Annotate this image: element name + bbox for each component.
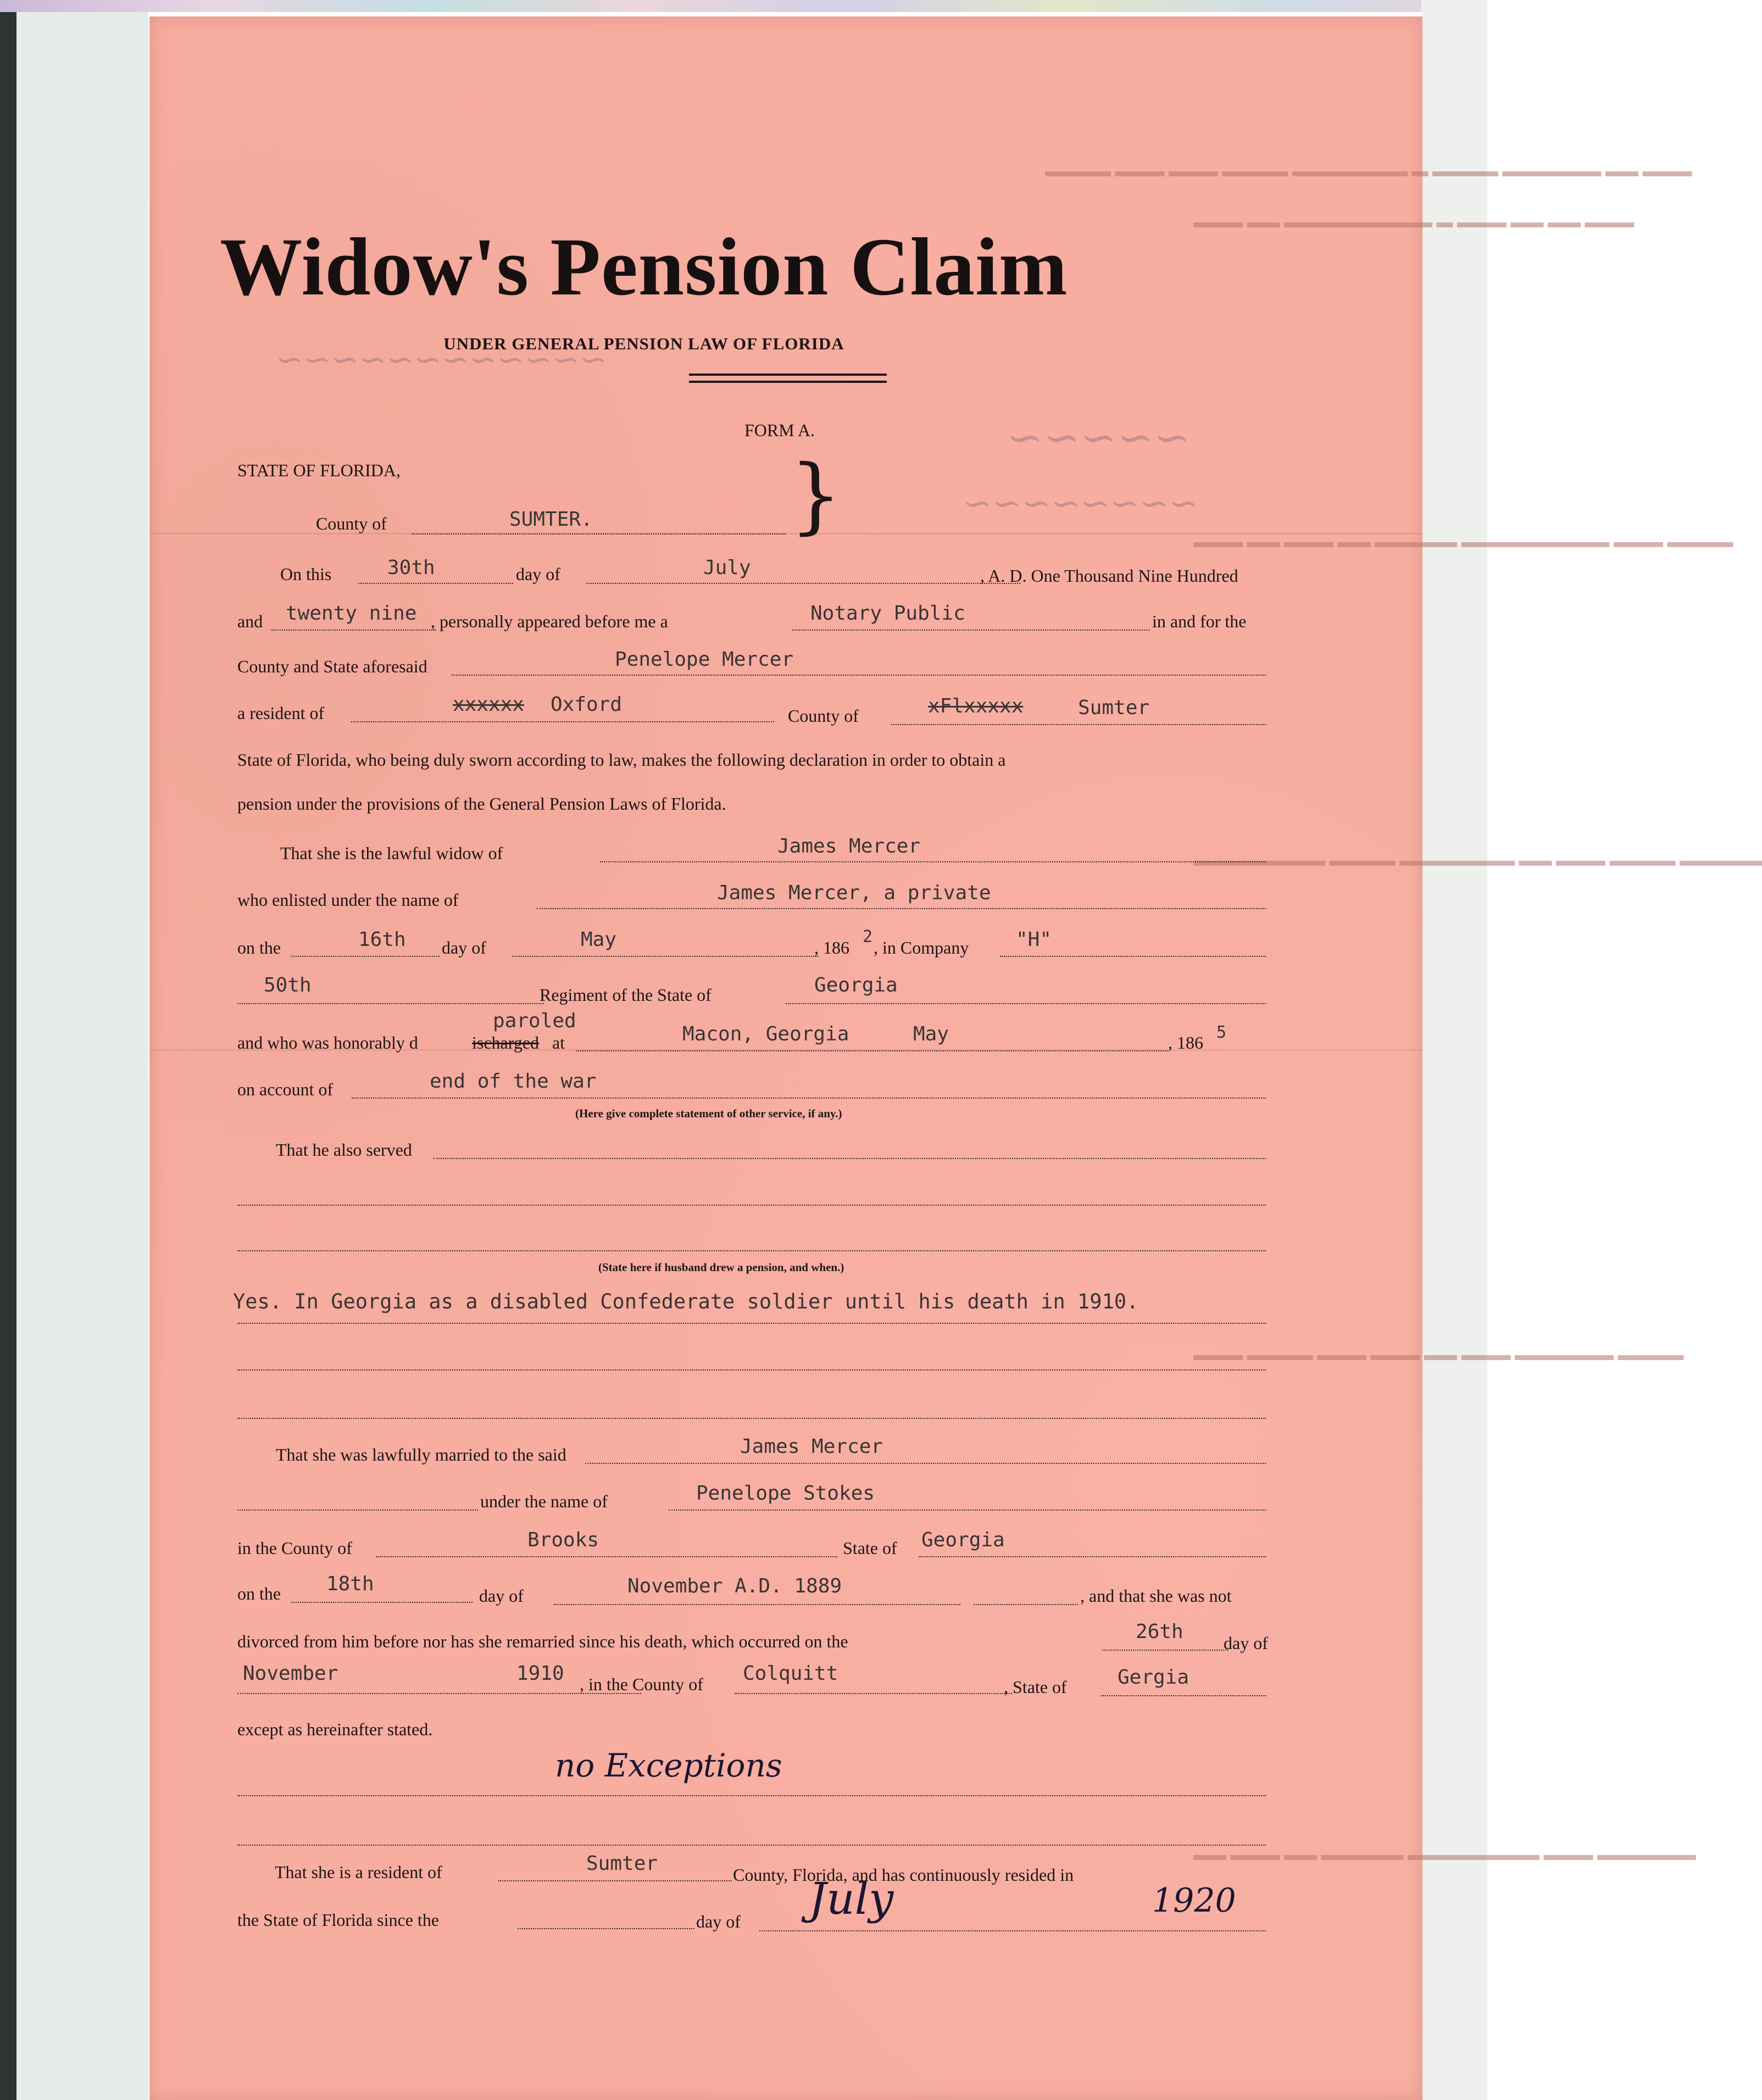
state-of-label: State of (843, 1538, 897, 1558)
death-day-of-label: day of (1224, 1633, 1268, 1653)
except-line: except as hereinafter stated. (237, 1719, 433, 1739)
on-this-label: On this (280, 564, 332, 584)
and-label: and (237, 611, 263, 631)
in-and-for-label: in and for the (1152, 611, 1247, 631)
bleed-through-signature: ∼∼∼∼∼ (1007, 412, 1191, 463)
scanner-backdrop-right (1421, 0, 1487, 2100)
scanner-edge-left (0, 0, 16, 2100)
resident-city: Oxford (551, 693, 622, 716)
florida-county: Sumter (586, 1852, 658, 1875)
husband-fill-line (600, 836, 1266, 862)
on-account-label: on account of (237, 1079, 333, 1099)
death-county: Colquitt (743, 1662, 838, 1685)
exceptions-fill-line (237, 1770, 1266, 1796)
county-fill-line (412, 508, 786, 534)
date-month-value: July (703, 556, 751, 579)
declaration-line-2: pension under the provisions of the General Pension Laws of Florida. (237, 794, 726, 814)
death-county-label: , in the County of (580, 1674, 703, 1694)
enlist-month: May (581, 928, 617, 951)
pension-note: (State here if husband drew a pension, and when.) (598, 1261, 844, 1274)
brace-mark: } (790, 448, 842, 543)
form-subtitle: UNDER GENERAL PENSION LAW OF FLORIDA (443, 334, 844, 353)
name-of-label: under the name of (480, 1491, 608, 1511)
married-husband-fill-line (585, 1438, 1266, 1464)
pension-answer-line (237, 1297, 1266, 1324)
widow-of-label: That she is the lawful widow of (280, 843, 503, 863)
enlist-year-digit: 2 (863, 927, 873, 946)
enlist-day: 16th (358, 928, 406, 951)
exceptions-fill-line-2 (237, 1819, 1266, 1846)
death-day: 26th (1136, 1620, 1183, 1643)
marriage-state: Georgia (921, 1529, 1005, 1551)
pension-answer: Yes. In Georgia as a disabled Confederate soldier until his death in 1910. (233, 1290, 1139, 1313)
regiment-state: Georgia (814, 974, 898, 996)
marriage-county: Brooks (527, 1529, 599, 1551)
husband-name: James Mercer (777, 835, 921, 857)
month-fill-line (586, 558, 1020, 584)
form-title: Widow's Pension Claim (220, 221, 1068, 313)
married-husband: James Mercer (740, 1435, 883, 1458)
since-year-handwritten: 1920 (1152, 1881, 1236, 1920)
pension-fill-line-3 (237, 1392, 1266, 1419)
maiden-name: Penelope Stokes (696, 1482, 875, 1505)
discharge-year-digit: 5 (1216, 1023, 1227, 1042)
not-divorced-text: , and that she was not (1080, 1586, 1232, 1606)
date-day-value: 30th (387, 556, 435, 579)
since-day-fill-line (518, 1903, 694, 1929)
also-served-label: That he also served (276, 1140, 412, 1160)
county-label: County of (316, 514, 387, 533)
bleed-through-signature: ∼∼∼∼∼∼∼∼∼∼∼∼ (276, 341, 608, 379)
bleed-through-text: ▬▬▬▬ ▬▬▬▬▬▬ ▬▬▬ ▬▬ ▬▬▬ ▬▬▬ ▬▬▬▬ ▬▬▬ (1193, 1346, 1684, 1364)
discharge-place: Macon, Georgia (682, 1023, 849, 1045)
appeared-text: , personally appeared before me a (431, 611, 668, 631)
bleed-through-text: ▬▬▬ ▬▬ ▬▬ ▬▬▬ ▬ ▬▬▬▬▬▬▬▬▬ ▬▬ ▬▬▬ (1193, 213, 1635, 231)
title-double-rule (689, 374, 887, 383)
death-state: Gergia (1118, 1666, 1190, 1689)
service-note: (Here give complete statement of other service, if any.) (575, 1107, 842, 1120)
marriage-day-fill-line (291, 1577, 473, 1603)
enlisted-name: James Mercer, a private (717, 882, 991, 904)
regiment-number: 50th (264, 974, 312, 996)
resident-florida-label: That she is a resident of (275, 1862, 442, 1882)
marriage-date: November A.D. 1889 (627, 1575, 842, 1597)
enlist-day-of-label: day of (442, 938, 486, 957)
scanner-color-strip (0, 0, 1487, 12)
pension-form-paper (149, 16, 1762, 2100)
bleed-through-text: ▬▬▬ ▬▬ ▬▬▬▬▬▬ ▬▬▬▬ ▬ ▬▬▬▬▬▬▬ ▬▬▬▬ ▬▬▬ ▬▬▬ ▬▬▬▬ (1045, 162, 1692, 180)
claimant-fill-line (452, 649, 1266, 676)
county-state-aforesaid: County and State aforesaid (237, 656, 427, 676)
enlist-year-prefix: , 186 (814, 938, 849, 957)
claimant-name: Penelope Mercer (615, 648, 794, 671)
death-state-label: , State of (1004, 1677, 1067, 1697)
resident-of-label: a resident of (237, 703, 325, 723)
regiment-label: Regiment of the State of (540, 985, 712, 1005)
state-heading: STATE OF FLORIDA, (237, 460, 401, 480)
company-value: "H" (1016, 928, 1052, 951)
resident-struck-text: xxxxxx (453, 693, 525, 716)
resident-county-value: Sumter (1078, 697, 1150, 719)
also-served-fill-line-3 (237, 1225, 1266, 1251)
in-county-of-label: in the County of (237, 1538, 352, 1558)
day-of-label: day of (516, 564, 560, 584)
discharge-reason: end of the war (430, 1070, 597, 1093)
discharge-place-fill-line (576, 1025, 1168, 1051)
scanner-backdrop-left (16, 0, 148, 2100)
officer-value: Notary Public (810, 602, 965, 625)
married-label: That she was lawfully married to the said (276, 1445, 566, 1464)
discharged-struck: ischarged (472, 1033, 540, 1052)
bleed-through-text: ▬▬▬▬▬ ▬▬▬▬ ▬▬▬ ▬▬ ▬▬▬▬▬▬▬ ▬▬▬▬ ▬▬▬▬▬▬▬▬ (1193, 851, 1762, 870)
also-served-fill-line (433, 1133, 1266, 1159)
ad-text: , A. D. One Thousand Nine Hundred (980, 566, 1238, 586)
company-label: , in Company (874, 938, 969, 957)
since-day-of-label: day of (696, 1912, 741, 1931)
marriage-county-fill-line (376, 1531, 837, 1557)
day-fill-line (358, 558, 513, 584)
honorably-label: and who was honorably d (237, 1033, 418, 1052)
declaration-line-1: State of Florida, who being duly sworn according to law, makes the following declaration in order to obtain a (237, 750, 1006, 770)
year-value: twenty nine (286, 602, 417, 625)
enlist-month-fill-line (512, 931, 819, 957)
bleed-through-text: ▬▬▬▬ ▬▬▬ ▬▬▬▬▬▬▬▬▬ ▬▬▬▬▬ ▬▬ ▬▬▬ ▬▬ ▬▬▬ (1193, 533, 1733, 551)
discharge-month: May (913, 1023, 949, 1045)
divorced-line-text: divorced from him before nor has she remarried since his death, which occurred on the (237, 1631, 848, 1651)
county-value: SUMTER. (509, 508, 593, 531)
since-label: the State of Florida since the (237, 1910, 440, 1930)
resident-county-struck: xFlxxxxx (928, 695, 1024, 717)
paroled-insert: paroled (493, 1010, 576, 1032)
on-the-label: on the (237, 938, 281, 957)
married-name-fill-line-1 (237, 1484, 478, 1511)
enlisted-label: who enlisted under the name of (237, 890, 459, 910)
death-year: 1910 (516, 1662, 564, 1685)
also-served-fill-line-2 (237, 1179, 1266, 1206)
bleed-through-signature: ∼∼∼∼∼∼∼∼ (963, 483, 1198, 524)
since-month-handwritten: July (809, 1873, 894, 1924)
marriage-on-the-label: on the (237, 1584, 281, 1603)
at-label: at (552, 1033, 565, 1052)
county-of-label: County of (788, 706, 859, 726)
marriage-day-of-label: day of (479, 1586, 524, 1606)
death-month: November (243, 1662, 338, 1685)
pension-fill-line-2 (237, 1344, 1266, 1371)
discharge-year-prefix: , 186 (1168, 1033, 1203, 1052)
resided-text: County, Florida, and has continuously resided in (733, 1865, 1074, 1885)
form-label: FORM A. (744, 420, 815, 440)
marriage-day: 18th (326, 1573, 374, 1595)
marriage-extra-fill-line (974, 1579, 1078, 1605)
exceptions-handwritten: no Exceptions (555, 1747, 782, 1784)
bleed-through-text: ▬▬▬▬▬▬ ▬▬▬ ▬▬▬▬▬▬▬▬ ▬▬▬▬▬ ▬▬ ▬▬▬ ▬▬ (1193, 1846, 1696, 1864)
